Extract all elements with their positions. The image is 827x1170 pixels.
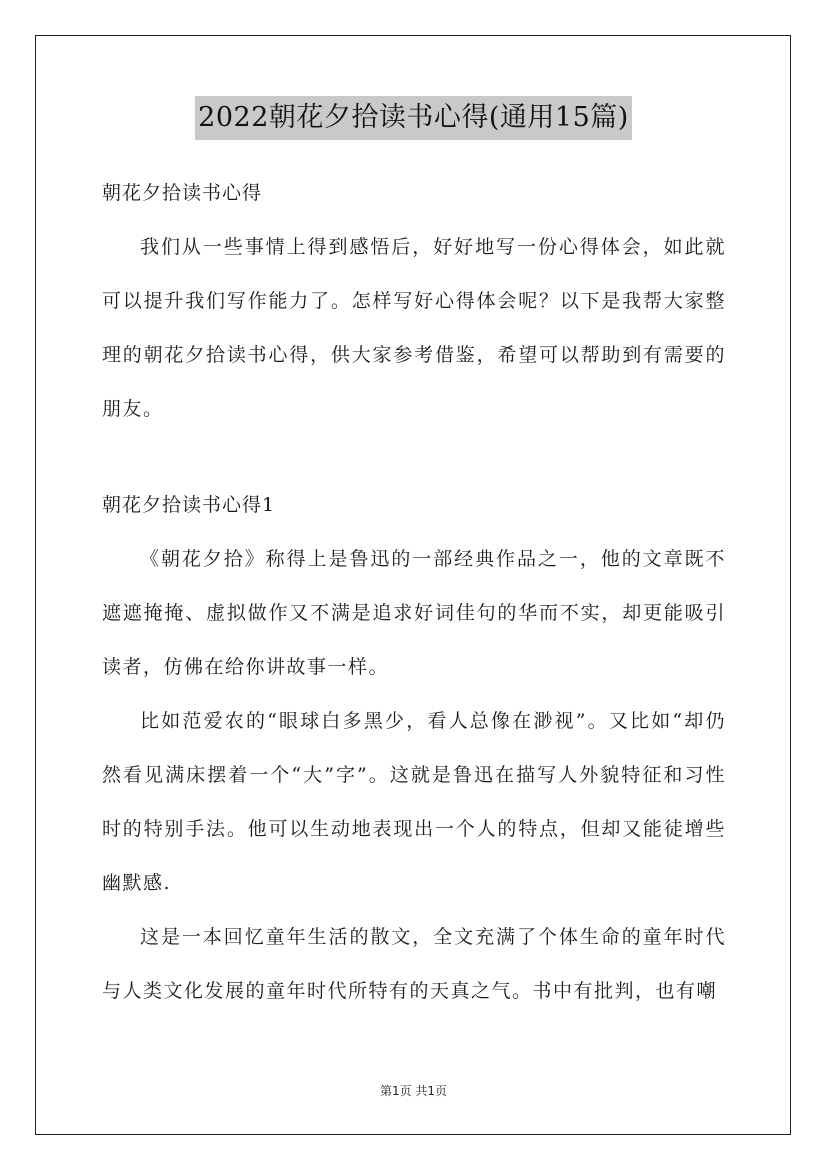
document-body xyxy=(102,170,726,1018)
document-title: 2022朝花夕拾读书心得(通用15篇) xyxy=(195,96,632,140)
page-number-footer: 第1页 共1页 xyxy=(379,1084,448,1098)
paragraph: 《朝花夕拾》称得上是鲁迅的一部经典作品之一，他的文章既不遮遮掩掩、虚拟做作又不满是追求好词佳句的华而不实，却更能吸引读者，仿佛在给你讲故事一样。 xyxy=(102,548,726,678)
section-heading: 朝花夕拾读书心得 xyxy=(102,182,263,204)
section-heading: 朝花夕拾读书心得1 xyxy=(102,494,276,516)
paragraph: 这是一本回忆童年生活的散文，全文充满了个体生命的童年时代与人类文化发展的童年时代所特有的天真之气。书中有批判，也有嘲 xyxy=(102,926,726,1002)
title-container xyxy=(0,96,827,140)
paragraph: 比如范爱农的“眼球白多黑少，看人总像在渺视”。又比如“却仍然看见满床摆着一个“大”字”。这就是鲁迅在描写人外貌特征和习性时的特别手法。他可以生动地表现出一个人的特点，但却又能徒增些幽默感. xyxy=(102,710,726,894)
paragraph: 我们从一些事情上得到感悟后，好好地写一份心得体会，如此就可以提升我们写作能力了。怎样写好心得体会呢？以下是我帮大家整理的朝花夕拾读书心得，供大家参考借鉴，希望可以帮助到有需要的朋友。 xyxy=(102,236,726,420)
